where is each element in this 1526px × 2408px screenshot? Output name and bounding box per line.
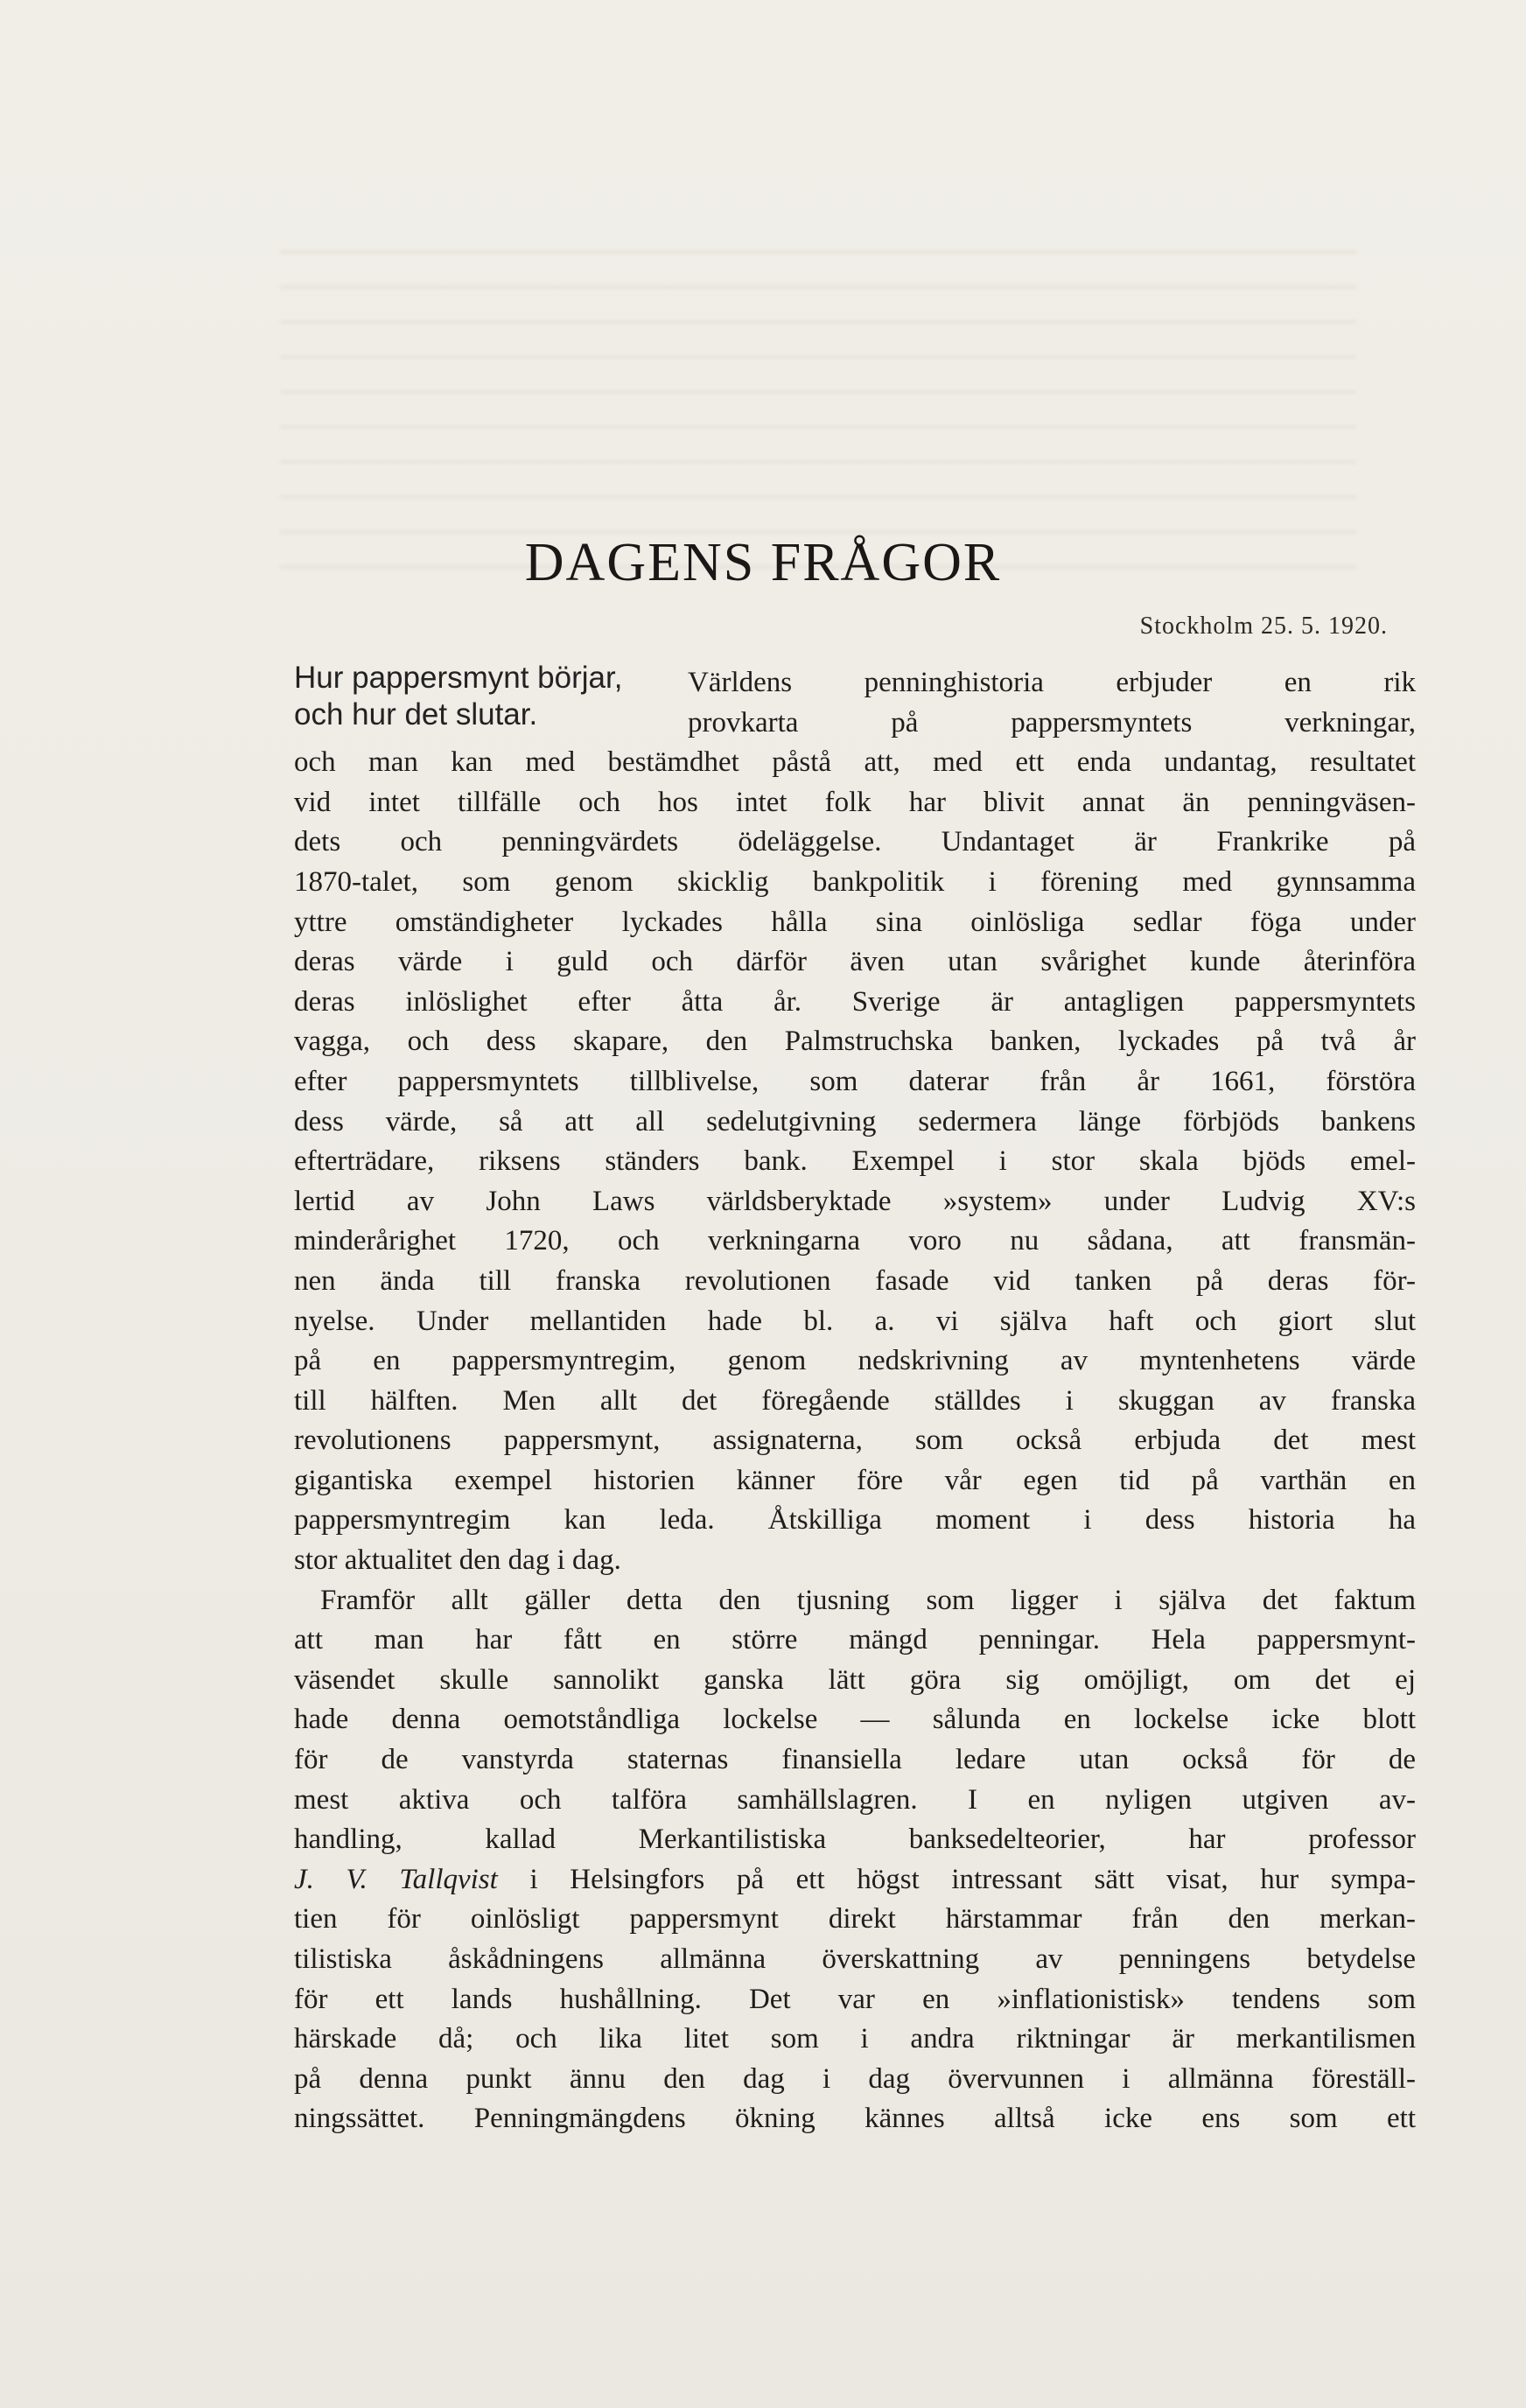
margin-heading-line-1: Hur pappersmynt börjar, [294, 661, 623, 695]
body-line: och man kan med bestämdhet påstå att, med ett enda undantag, resultatet [294, 746, 1416, 779]
body-line: efter pappersmyntets tillblivelse, som daterar från år 1661, förstöra [294, 1065, 1416, 1097]
article-body [294, 663, 1416, 2139]
body-line: på denna punkt ännu den dag i dag övervunnen i allmänna föreställ- [294, 2062, 1416, 2095]
margin-heading-line-2: och hur det slutar. [294, 697, 538, 732]
body-line: deras värde i guld och därför även utan svårighet kunde återinföra [294, 946, 1416, 978]
body-line: tien för oinlösligt pappersmynt direkt härstammar från den merkan- [294, 1903, 1416, 1936]
body-line: stor aktualitet den dag i dag. [294, 1544, 621, 1577]
body-line: Världens penninghistoria erbjuder en rik [688, 667, 1416, 698]
body-line: mest aktiva och talföra samhällslagren. I en nyligen utgiven av- [294, 1783, 1416, 1816]
body-line: gigantiska exempel historien känner före vår egen tid på varthän en [294, 1464, 1416, 1496]
body-line: nen ända till franska revolutionen fasade vid tanken på deras för- [294, 1264, 1416, 1297]
body-line-rest: i Helsingfors på ett högst intressant sätt visat, hur sympa- [529, 1863, 1416, 1895]
body-line: yttre omständigheter lyckades hålla sina oinlösliga sedlar föga under [294, 906, 1416, 938]
body-line: vid intet tillfälle och hos intet folk har blivit annat än penningväsen- [294, 786, 1416, 818]
body-line: Framför allt gäller detta den tjusning som ligger i själva det faktum [320, 1584, 1416, 1616]
body-line: att man har fått en större mängd penningar. Hela pappersmynt- [294, 1624, 1416, 1656]
body-line: hade denna oemotståndliga lockelse — sålunda en lockelse icke blott [294, 1704, 1416, 1736]
body-line: lertid av John Laws världsberyktade »system» under Ludvig XV:s [294, 1185, 1416, 1217]
body-line: vagga, och dess skapare, den Palmstruchska banken, lyckades på två år [294, 1026, 1416, 1058]
body-line: för ett lands hushållning. Det var en »inflationistisk» tendens som [294, 1983, 1416, 2015]
dateline: Stockholm 25. 5. 1920. [1139, 612, 1388, 640]
body-line: härskade då; och lika litet som i andra riktningar är merkantilismen [294, 2023, 1416, 2055]
page-title: DAGENS FRÅGOR [524, 533, 1002, 592]
body-line: väsendet skulle sannolikt ganska lätt göra sig omöjligt, om det ej [294, 1663, 1416, 1696]
body-line: dess värde, så att all sedelutgivning sedermera länge förbjöds bankens [294, 1105, 1416, 1138]
body-line: på en pappersmyntregim, genom nedskrivning av myntenhetens värde [294, 1345, 1416, 1377]
body-line: provkarta på pappersmyntets verkningar, [688, 706, 1416, 738]
body-line: nyelse. Under mellantiden hade bl. a. vi själva haft och giort slut [294, 1305, 1416, 1337]
author-name: J. V. Tallqvist [294, 1863, 498, 1895]
body-line: pappersmyntregim kan leda. Åtskilliga moment i dess historia ha [294, 1504, 1416, 1536]
body-line: efterträdare, riksens ständers bank. Exempel i stor skala bjöds emel- [294, 1145, 1416, 1178]
body-line: 1870-talet, som genom skicklig bankpolitik i förening med gynnsamma [294, 865, 1416, 898]
body-line: för de vanstyrda staternas finansiella ledare utan också för de [294, 1744, 1416, 1776]
body-line: handling, kallad Merkantilistiska banksedelteorier, har professor [294, 1824, 1416, 1856]
body-line: till hälften. Men allt det föregående ställdes i skuggan av franska [294, 1384, 1416, 1417]
body-line: tilistiska åskådningens allmänna överskattning av penningens betydelse [294, 1943, 1416, 1975]
body-line: ningssättet. Penningmängdens ökning kännes alltså icke ens som ett [294, 2103, 1416, 2135]
body-line-with-author [294, 1860, 1416, 1900]
body-line: dets och penningvärdets ödeläggelse. Undantaget är Frankrike på [294, 826, 1416, 858]
body-line: deras inlöslighet efter åtta år. Sverige är antagligen pappersmyntets [294, 985, 1416, 1018]
body-line: revolutionens pappersmynt, assignaterna, som också erbjuda det mest [294, 1424, 1416, 1457]
body-line: minderårighet 1720, och verkningarna voro nu sådana, att fransmän- [294, 1225, 1416, 1257]
